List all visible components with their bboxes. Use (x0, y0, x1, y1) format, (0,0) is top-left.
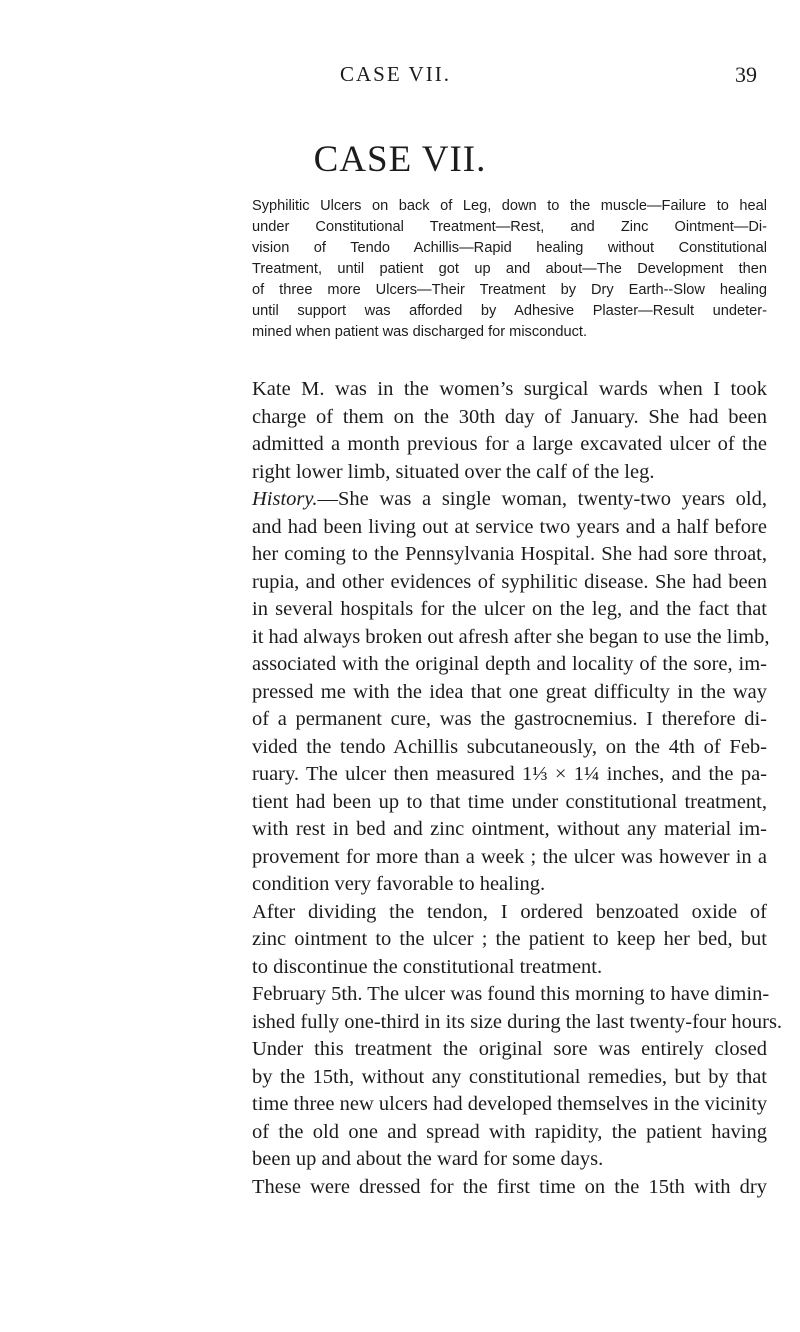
case-body (252, 376, 783, 1201)
body-line: admitted a month previous for a large excavated ulcer of the (252, 433, 767, 455)
body-line: time three new ulcers had developed themselves in the vicinity (252, 1093, 768, 1115)
body-line: provement for more than a week ; the ulcer was however in a (252, 845, 767, 868)
body-line: ruary. The ulcer then measured 1⅓ × 1¼ inches, and the pa- (252, 763, 767, 785)
body-line: to discontinue the constitutional treatment. (252, 955, 603, 978)
body-line: tient had been up to that time under constitutional treatment, (252, 790, 767, 813)
body-line: by the 15th, without any constitutional remedies, but by that (252, 1065, 767, 1088)
body-line: condition very favorable to healing. (252, 873, 546, 895)
body-line: associated with the original depth and locality of the sore, im- (252, 653, 767, 675)
body-line: with rest in bed and zinc ointment, without any material im- (252, 818, 767, 840)
synopsis-line: vision of Tendo Achillis—Rapid healing without Constitutional (252, 240, 767, 256)
synopsis-line: until support was afforded by Adhesive Plaster—Result undeter- (252, 303, 767, 319)
body-line: Under this treatment the original sore was entirely closed (252, 1038, 767, 1060)
body-line: vided the tendo Achillis subcutaneously, on the 4th of Feb- (252, 735, 767, 758)
body-line: ished fully one-third in its size during the last twenty-four hours. (252, 1010, 783, 1033)
body-line: it had always broken out afresh after she began to use the limb, (252, 625, 770, 648)
body-line: zinc ointment to the ulcer ; the patient to keep her bed, but (252, 928, 767, 950)
synopsis-line: of three more Ulcers—Their Treatment by Dry Earth--Slow healing (252, 282, 767, 298)
synopsis-line: mined when patient was discharged for misconduct. (252, 324, 588, 340)
case-title: CASE VII. (313, 139, 487, 180)
body-line: in several hospitals for the ulcer on the leg, and the fact that (252, 598, 767, 620)
body-line: February 5th. The ulcer was found this morning to have dimin- (252, 983, 770, 1005)
synopsis-line: Syphilitic Ulcers on back of Leg, down to the muscle—Failure to heal (252, 198, 767, 214)
body-line: Kate M. was in the women’s surgical wards when I took (252, 378, 767, 400)
body-line: and had been living out at service two years and a half before (252, 515, 767, 538)
body-line: her coming to the Pennsylvania Hospital. She had sore throat, (252, 543, 767, 565)
body-line: After dividing the tendon, I ordered benzoated oxide of (252, 900, 767, 923)
synopsis-line: Treatment, until patient got up and about—The Development then (252, 261, 767, 277)
running-title: CASE VII. (340, 62, 451, 86)
body-line: rupia, and other evidences of syphilitic disease. She had been (252, 570, 767, 593)
body-line-text: —She was a single woman, twenty-two years old, (317, 488, 767, 510)
running-head (0, 62, 800, 92)
body-line: pressed me with the idea that one great difficulty in the way (252, 680, 767, 703)
body-line: right lower limb, situated over the calf of the leg. (252, 460, 655, 483)
body-line: been up and about the ward for some days. (252, 1148, 604, 1170)
page-number: 39 (735, 62, 757, 87)
synopsis-line: under Constitutional Treatment—Rest, and Zinc Ointment—Di- (252, 219, 767, 235)
body-line: charge of them on the 30th day of January. She had been (252, 405, 767, 428)
history-line (252, 486, 767, 514)
history-heading: History. (252, 488, 318, 510)
body-line: These were dressed for the first time on the 15th with dry (252, 1175, 767, 1198)
case-synopsis (252, 196, 767, 343)
body-line: of the old one and spread with rapidity, the patient having (252, 1120, 767, 1143)
body-line: of a permanent cure, was the gastrocnemius. I therefore di- (252, 708, 767, 730)
